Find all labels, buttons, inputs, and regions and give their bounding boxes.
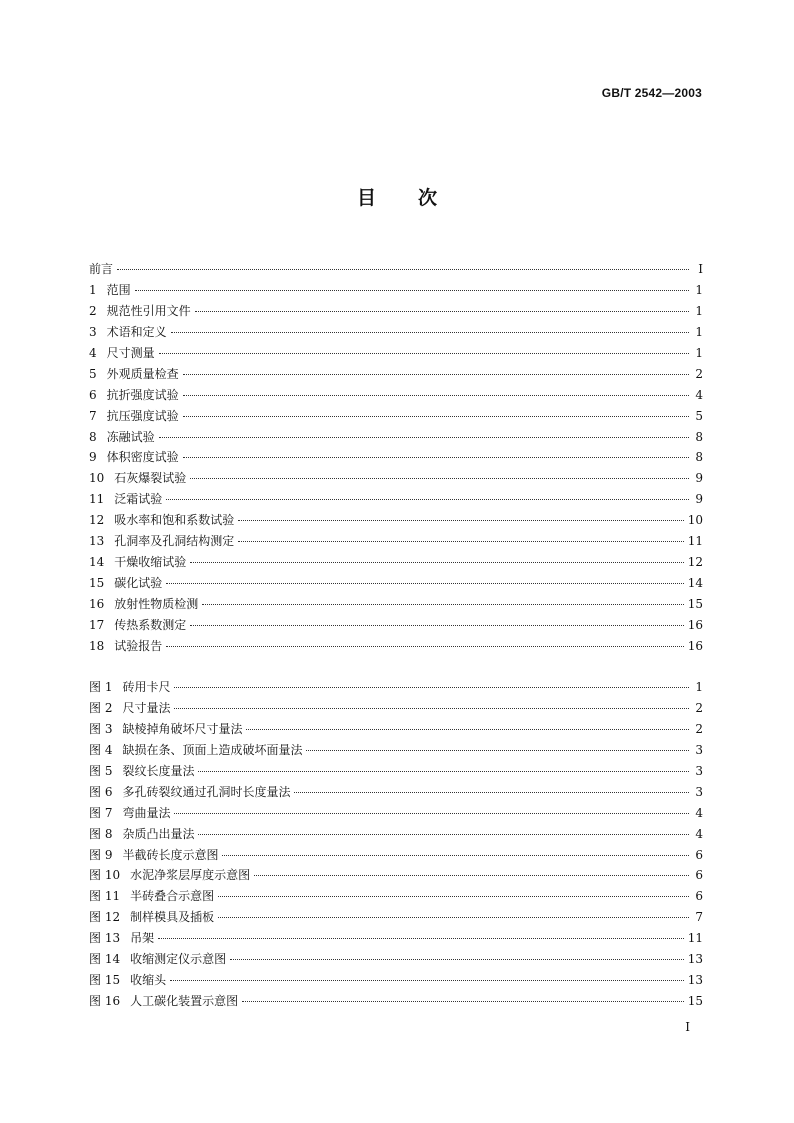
toc-entry-page: 12 [687, 555, 703, 570]
dot-leader [158, 938, 684, 939]
figure-entry-label: 收缩头 [130, 973, 167, 988]
figure-entry-page: 13 [687, 973, 703, 988]
dot-leader [238, 541, 683, 542]
toc-entry-label: 干燥收缩试验 [114, 555, 187, 570]
toc-entry-label: 放射性物质检测 [114, 597, 199, 611]
dot-leader [117, 269, 689, 270]
toc-entry[interactable] [89, 427, 703, 448]
toc-entry[interactable] [89, 385, 703, 406]
dot-leader [174, 708, 689, 709]
dot-leader [190, 478, 689, 479]
toc-entry[interactable] [89, 364, 703, 385]
standard-code: GB/T 2542—2003 [601, 86, 702, 100]
toc-entry-number: 6 [89, 387, 97, 402]
figure-entry-page: 3 [695, 763, 703, 778]
toc-entry-page: 11 [687, 534, 703, 549]
page-folio: I [685, 1020, 690, 1034]
toc-entry-label: 吸水率和饱和系数试验 [114, 513, 235, 528]
title-char-1: 目 [356, 187, 376, 209]
toc-entry-page: 16 [687, 638, 703, 653]
toc-entry-label: 外观质量检查 [106, 366, 179, 381]
dot-leader [218, 917, 689, 918]
toc-entry-number: 3 [89, 324, 97, 339]
toc-entry[interactable] [89, 280, 703, 301]
toc-entry-label: 术语和定义 [106, 324, 167, 339]
figure-entry-number: 图 2 [89, 700, 113, 715]
toc-entry[interactable] [89, 343, 703, 364]
figure-entry[interactable] [89, 740, 703, 761]
figure-entry[interactable] [89, 677, 703, 698]
toc-entry-number: 17 [89, 617, 105, 632]
toc-entry-number: 15 [89, 576, 105, 591]
dot-leader [166, 646, 683, 647]
dot-leader [230, 959, 684, 960]
figure-entry-number: 图 15 [89, 973, 121, 988]
dot-leader [242, 1001, 684, 1002]
toc-entry-number: 2 [89, 303, 97, 318]
figure-entry-number: 图 5 [89, 763, 113, 778]
figure-entry-label: 杂质凸出量法 [122, 826, 195, 841]
toc-sections-list [89, 259, 703, 657]
toc-entry[interactable] [89, 573, 703, 594]
toc-entry-page: 14 [687, 576, 703, 591]
toc-entry[interactable] [89, 468, 703, 489]
toc-entry-number: 18 [89, 638, 105, 653]
toc-entry-page: 4 [695, 387, 703, 402]
figure-entry[interactable] [89, 824, 703, 845]
figure-entry-page: 1 [695, 680, 703, 694]
figure-entry-number: 图 10 [89, 868, 121, 883]
toc-entry[interactable] [89, 510, 703, 531]
dot-leader [202, 604, 683, 605]
figure-entry-number: 图 16 [89, 994, 121, 1009]
toc-entry-label: 范围 [106, 282, 131, 297]
toc-entry-page: 8 [695, 429, 703, 444]
page-title [0, 183, 794, 210]
toc-entry-number: 11 [89, 492, 105, 507]
toc-entry-page: 16 [687, 617, 703, 632]
figure-entry-label: 多孔砖裂纹通过孔洞时长度量法 [122, 784, 291, 799]
toc-entry-page: I [698, 262, 703, 276]
figure-entry[interactable] [89, 845, 703, 866]
toc-entry[interactable] [89, 301, 703, 322]
figure-entry[interactable] [89, 698, 703, 719]
dot-leader [183, 457, 689, 458]
toc-entry[interactable] [89, 552, 703, 573]
dot-leader [254, 875, 689, 876]
figure-entry-number: 图 11 [89, 889, 121, 904]
figure-entry-label: 缺棱掉角破坏尺寸量法 [122, 721, 243, 736]
figure-entry-page: 6 [695, 868, 703, 883]
figure-entry-number: 图 8 [89, 826, 113, 841]
figure-entry-label: 水泥净浆层厚度示意图 [130, 868, 251, 883]
figure-entry-label: 半截砖长度示意图 [122, 847, 219, 862]
dot-leader [238, 520, 683, 521]
figure-entry-page: 13 [687, 952, 703, 967]
toc-entry-number: 10 [89, 471, 105, 486]
dot-leader [246, 729, 689, 730]
figure-entry-page: 7 [695, 910, 703, 925]
figure-entry-label: 吊架 [130, 931, 155, 946]
toc-entry-number: 16 [89, 597, 105, 611]
toc-entry-number: 13 [89, 534, 105, 549]
figure-entry[interactable] [89, 886, 703, 907]
toc-entry-label: 前言 [89, 262, 114, 276]
figure-entry-page: 2 [695, 700, 703, 715]
dot-leader [306, 750, 689, 751]
toc-entry-number: 1 [89, 282, 97, 297]
toc-entry-page: 1 [695, 303, 703, 318]
figure-entry-label: 尺寸量法 [122, 700, 171, 715]
toc-entry-number: 14 [89, 555, 105, 570]
figure-entry-page: 4 [695, 805, 703, 820]
figure-entry-label: 制样模具及插板 [130, 910, 215, 925]
toc-entry-label: 碳化试验 [114, 576, 163, 591]
title-char-2: 次 [418, 187, 438, 209]
figure-entry-label: 人工碳化装置示意图 [130, 994, 239, 1009]
toc-entry-page: 8 [695, 450, 703, 465]
toc-entry-label: 试验报告 [114, 638, 163, 653]
toc-entry-number: 9 [89, 450, 97, 465]
figure-entry-page: 3 [695, 784, 703, 799]
toc-entry-page: 1 [695, 345, 703, 360]
dot-leader [198, 771, 689, 772]
figure-entry[interactable] [89, 907, 703, 928]
dot-leader [198, 834, 689, 835]
toc-entry[interactable] [89, 615, 703, 636]
toc-entry-label: 冻融试验 [106, 429, 155, 444]
toc-entry-page: 2 [695, 366, 703, 381]
toc-entry-label: 泛霜试验 [114, 492, 163, 507]
toc-entry[interactable] [89, 322, 703, 343]
toc-entry-page: 1 [695, 282, 703, 297]
figure-entry-number: 图 9 [89, 847, 113, 862]
dot-leader [183, 395, 689, 396]
figure-entry-number: 图 7 [89, 805, 113, 820]
toc-entry-label: 孔洞率及孔洞结构测定 [114, 534, 235, 549]
figure-entry-label: 收缩测定仪示意图 [130, 952, 227, 967]
figure-entry-label: 弯曲量法 [122, 805, 171, 820]
dot-leader [218, 896, 689, 897]
figure-entry-number: 图 12 [89, 910, 121, 925]
toc-entry-number: 5 [89, 366, 97, 381]
figure-entry-number: 图 13 [89, 931, 121, 946]
dot-leader [190, 625, 683, 626]
toc-entry[interactable] [89, 594, 703, 615]
toc-entry-number: 8 [89, 429, 97, 444]
dot-leader [159, 353, 689, 354]
toc-entry-label: 尺寸测量 [106, 345, 155, 360]
dot-leader [195, 311, 689, 312]
toc-entry-label: 抗压强度试验 [106, 408, 179, 423]
dot-leader [174, 813, 689, 814]
figure-entry[interactable] [89, 928, 703, 949]
figure-entry-number: 图 3 [89, 721, 113, 736]
dot-leader [171, 332, 689, 333]
dot-leader [159, 437, 689, 438]
figure-entry-page: 15 [687, 994, 703, 1009]
dot-leader [183, 416, 689, 417]
figure-entry-number: 图 1 [89, 680, 113, 694]
figure-entry[interactable] [89, 761, 703, 782]
dot-leader [294, 792, 689, 793]
figure-entry[interactable] [89, 991, 703, 1012]
dot-leader [135, 290, 689, 291]
figure-entry-page: 11 [687, 931, 703, 946]
figure-entry-page: 6 [695, 847, 703, 862]
toc-entry[interactable] [89, 636, 703, 657]
toc-entry-foreword[interactable] [89, 259, 703, 280]
toc-entry[interactable] [89, 489, 703, 510]
toc-entry-label: 石灰爆裂试验 [114, 471, 187, 486]
figure-entry[interactable] [89, 865, 703, 886]
dot-leader [183, 374, 689, 375]
toc-entry[interactable] [89, 447, 703, 468]
figure-entry-page: 6 [695, 889, 703, 904]
dot-leader [170, 980, 684, 981]
toc-entry-page: 1 [695, 324, 703, 339]
toc-entry-number: 7 [89, 408, 97, 423]
toc-entry-page: 9 [695, 492, 703, 507]
figure-entry-page: 2 [695, 721, 703, 736]
toc-figures-list [89, 677, 703, 1012]
toc-entry-page: 9 [695, 471, 703, 486]
toc-entry-label: 规范性引用文件 [106, 303, 191, 318]
dot-leader [190, 562, 683, 563]
dot-leader [222, 855, 689, 856]
figure-entry-number: 图 14 [89, 952, 121, 967]
toc-entry[interactable] [89, 531, 703, 552]
toc-entry-page: 5 [695, 408, 703, 423]
toc-entry-page: 10 [687, 513, 703, 528]
figure-entry-label: 砖用卡尺 [122, 680, 171, 694]
figure-entry[interactable] [89, 782, 703, 803]
figure-entry-label: 半砖叠合示意图 [130, 889, 215, 904]
figure-entry[interactable] [89, 970, 703, 991]
toc-entry-page: 15 [687, 597, 703, 611]
toc-entry-label: 抗折强度试验 [106, 387, 179, 402]
dot-leader [166, 583, 683, 584]
figure-entry[interactable] [89, 803, 703, 824]
toc-entry-label: 传热系数测定 [114, 617, 187, 632]
dot-leader [166, 499, 689, 500]
toc-entry-number: 12 [89, 513, 105, 528]
toc-entry-number: 4 [89, 345, 97, 360]
figure-entry[interactable] [89, 949, 703, 970]
figure-entry-page: 4 [695, 826, 703, 841]
toc-entry[interactable] [89, 406, 703, 427]
figure-entry-label: 裂纹长度量法 [122, 763, 195, 778]
figure-entry[interactable] [89, 719, 703, 740]
figure-entry-number: 图 4 [89, 742, 113, 757]
toc-entry-label: 体积密度试验 [106, 450, 179, 465]
figure-entry-number: 图 6 [89, 784, 113, 799]
figure-entry-label: 缺损在条、顶面上造成破坏面量法 [122, 742, 303, 757]
figure-entry-page: 3 [695, 742, 703, 757]
dot-leader [174, 687, 689, 688]
